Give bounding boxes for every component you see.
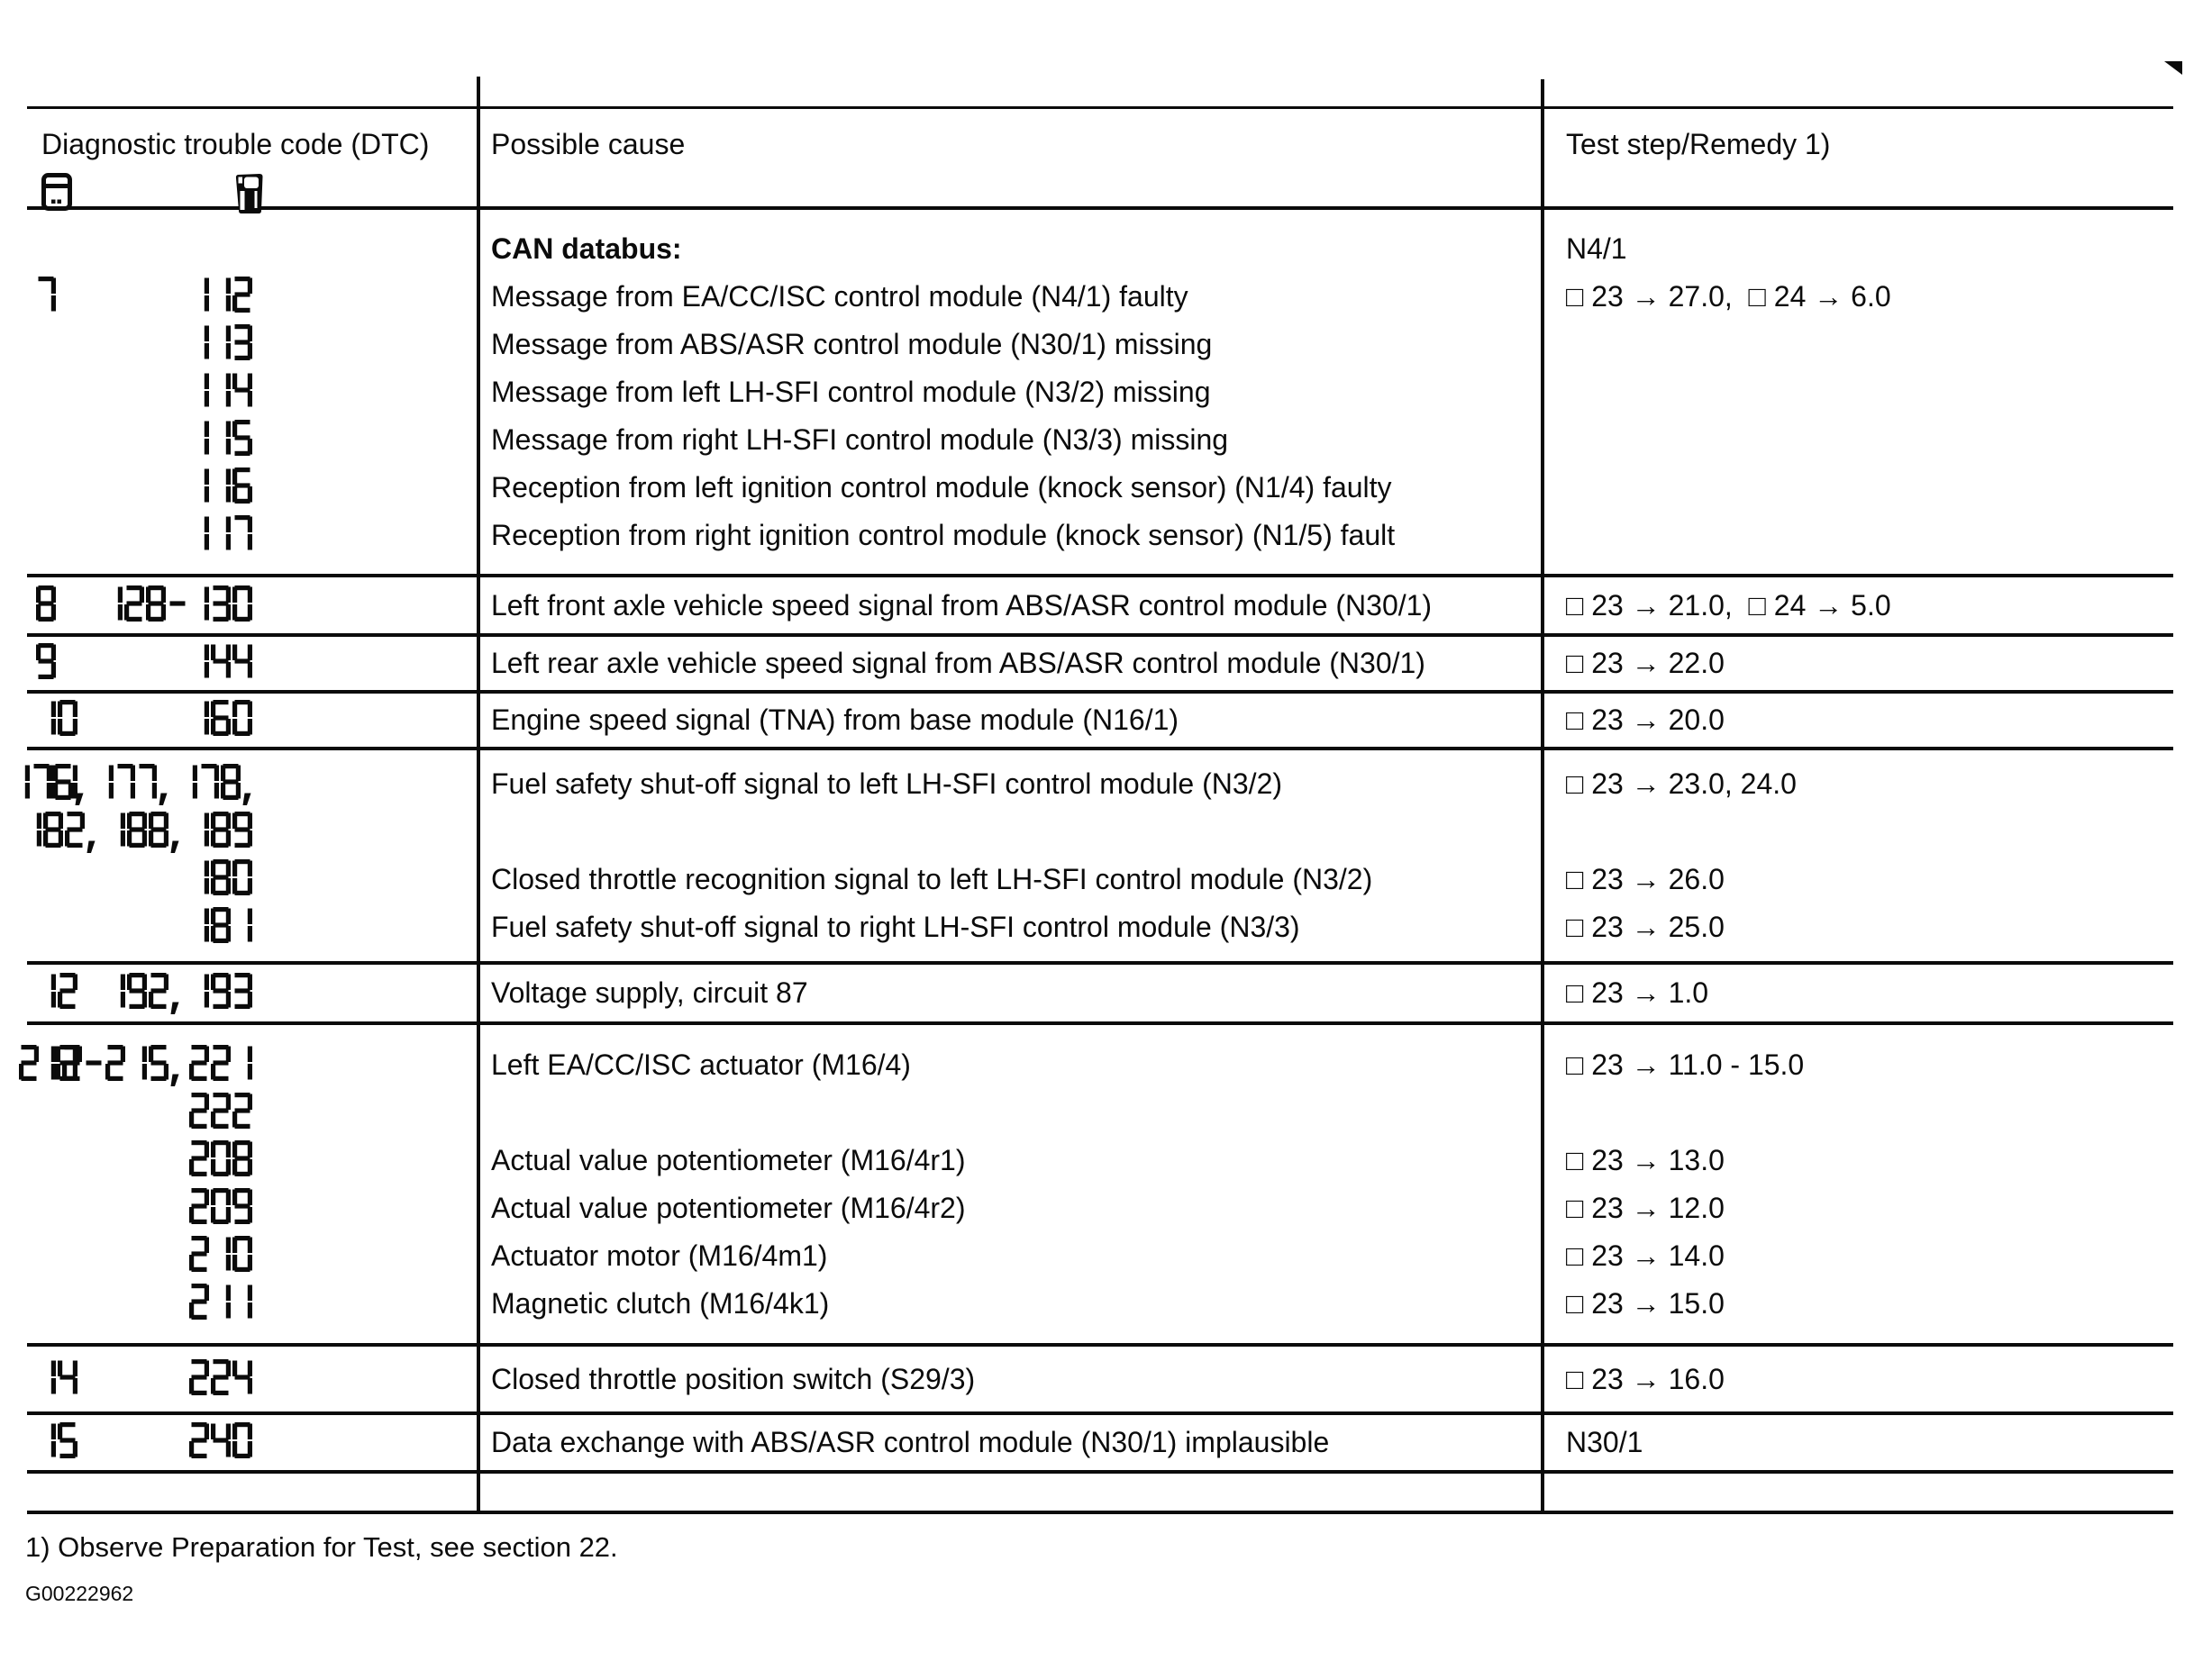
footnote-text: 1) Observe Preparation for Test, see section 22. bbox=[25, 1531, 618, 1563]
hht-code-display bbox=[189, 640, 254, 687]
hht-code-display bbox=[189, 1089, 254, 1137]
remedy-cell bbox=[1543, 1415, 2173, 1470]
hht-code-display bbox=[19, 1041, 254, 1089]
dtc-cell bbox=[27, 1347, 478, 1411]
possible-cause-text: Data exchange with ABS/ASR control module (N30/1) implausible bbox=[491, 1426, 1330, 1458]
remedy-text: □ 23 → 11.0 - 15.0 bbox=[1566, 1048, 1805, 1081]
impulse-code-display bbox=[36, 969, 79, 1017]
table-row bbox=[27, 577, 2173, 637]
table-row bbox=[27, 210, 2173, 577]
hht-code-display bbox=[189, 1232, 254, 1280]
remedy-column-title: Test step/Remedy 1) bbox=[1566, 128, 1831, 160]
hht-code-display bbox=[189, 856, 254, 903]
impulse-code-display bbox=[36, 582, 58, 630]
table-row bbox=[27, 637, 2173, 694]
dtc-cell bbox=[27, 694, 478, 747]
remedy-cell bbox=[1543, 577, 2173, 633]
remedy-text: □ 23 → 20.0 bbox=[1566, 703, 1725, 736]
cause-cell bbox=[478, 750, 1543, 961]
remedy-cell bbox=[1543, 750, 2173, 961]
dtc-table bbox=[27, 106, 2173, 1514]
dtc-cell bbox=[27, 750, 478, 961]
cause-cell bbox=[478, 1347, 1543, 1411]
impulse-code-display bbox=[36, 1419, 79, 1466]
table-row bbox=[27, 1025, 2173, 1347]
hht-code-display bbox=[189, 696, 254, 744]
hht-code-display bbox=[189, 1280, 254, 1328]
hht-code-display bbox=[189, 416, 254, 464]
table-header-row bbox=[27, 109, 2173, 210]
hht-code-display bbox=[22, 808, 254, 856]
remedy-cell bbox=[1543, 1347, 2173, 1411]
hht-code-display bbox=[189, 1419, 254, 1466]
remedy-cell bbox=[1543, 210, 2173, 574]
possible-cause-text: Engine speed signal (TNA) from base module (N16/1) bbox=[491, 703, 1179, 736]
possible-cause-text: Left rear axle vehicle speed signal from ABS/ASR control module (N30/1) bbox=[491, 647, 1425, 679]
cause-cell bbox=[478, 210, 1543, 574]
hht-code-display bbox=[103, 582, 254, 630]
cause-cell bbox=[478, 694, 1543, 747]
scan-artifact-mark bbox=[2164, 61, 2182, 75]
possible-cause-text: Message from ABS/ASR control module (N30/1) missing bbox=[491, 328, 1213, 360]
cause-cell bbox=[478, 965, 1543, 1021]
dtc-cell bbox=[27, 1415, 478, 1470]
impulse-code-display bbox=[36, 640, 58, 687]
dtc-cell bbox=[27, 965, 478, 1021]
cause-cell bbox=[478, 577, 1543, 633]
hht-code-display bbox=[10, 760, 254, 808]
possible-cause-text: Reception from right ignition control module (knock sensor) (N1/5) fault bbox=[491, 519, 1396, 551]
column-separator-2 bbox=[1541, 79, 1544, 1514]
possible-cause-text: Actual value potentiometer (M16/4r2) bbox=[491, 1192, 966, 1224]
possible-cause-text: Fuel safety shut-off signal to left LH-SFI control module (N3/2) bbox=[491, 767, 1283, 800]
cause-column-title: Possible cause bbox=[491, 128, 686, 160]
possible-cause-text: Message from left LH-SFI control module (N3/2) missing bbox=[491, 376, 1211, 408]
header-cell-cause bbox=[478, 109, 1543, 206]
possible-cause-text: Actual value potentiometer (M16/4r1) bbox=[491, 1144, 966, 1176]
hht-code-display bbox=[189, 368, 254, 416]
remedy-text: □ 23 → 23.0, 24.0 bbox=[1566, 767, 1797, 800]
dtc-cell bbox=[27, 1474, 478, 1511]
hht-code-display bbox=[189, 1356, 254, 1403]
possible-cause-text: CAN databus: bbox=[491, 232, 682, 265]
remedy-cell bbox=[1543, 694, 2173, 747]
impulse-code-display bbox=[36, 696, 79, 744]
hht-code-display bbox=[105, 969, 254, 1017]
possible-cause-text: Actuator motor (M16/4m1) bbox=[491, 1239, 828, 1272]
dtc-cell bbox=[27, 210, 478, 574]
remedy-text: □ 23 → 16.0 bbox=[1566, 1363, 1725, 1395]
remedy-cell bbox=[1543, 965, 2173, 1021]
remedy-text: □ 23 → 27.0, □ 24 → 6.0 bbox=[1566, 280, 1891, 313]
table-row bbox=[27, 750, 2173, 965]
remedy-text: □ 23 → 25.0 bbox=[1566, 911, 1725, 943]
remedy-text: □ 23 → 22.0 bbox=[1566, 647, 1725, 679]
hht-code-display bbox=[189, 464, 254, 512]
dtc-cell bbox=[27, 1025, 478, 1343]
possible-cause-text: Left EA/CC/ISC actuator (M16/4) bbox=[491, 1048, 911, 1081]
remedy-text: N30/1 bbox=[1566, 1426, 1643, 1458]
possible-cause-text: Magnetic clutch (M16/4k1) bbox=[491, 1287, 830, 1320]
table-row bbox=[27, 1474, 2173, 1514]
possible-cause-text: Message from right LH-SFI control module (N3/3) missing bbox=[491, 423, 1229, 456]
cause-cell bbox=[478, 1415, 1543, 1470]
table-rows bbox=[27, 210, 2173, 1514]
dtc-cell bbox=[27, 577, 478, 633]
remedy-text: □ 23 → 13.0 bbox=[1566, 1144, 1725, 1176]
table-row bbox=[27, 694, 2173, 750]
possible-cause-text: Closed throttle recognition signal to left LH-SFI control module (N3/2) bbox=[491, 863, 1373, 895]
cause-cell bbox=[478, 1474, 1543, 1511]
dtc-column-title: Diagnostic trouble code (DTC) bbox=[41, 128, 430, 160]
hht-code-display bbox=[189, 273, 254, 321]
cause-cell bbox=[478, 637, 1543, 690]
possible-cause-text: Message from EA/CC/ISC control module (N4/1) faulty bbox=[491, 280, 1188, 313]
remedy-text: □ 23 → 14.0 bbox=[1566, 1239, 1725, 1272]
document-id: G00222962 bbox=[25, 1582, 134, 1605]
remedy-text: □ 23 → 1.0 bbox=[1566, 976, 1709, 1009]
hht-code-display bbox=[189, 903, 254, 951]
remedy-text: □ 23 → 26.0 bbox=[1566, 863, 1725, 895]
possible-cause-text: Voltage supply, circuit 87 bbox=[491, 976, 808, 1009]
remedy-text: □ 23 → 21.0, □ 24 → 5.0 bbox=[1566, 589, 1891, 622]
possible-cause-text: Closed throttle position switch (S29/3) bbox=[491, 1363, 976, 1395]
hht-code-display bbox=[189, 321, 254, 368]
hht-code-display bbox=[189, 512, 254, 559]
remedy-text: N4/1 bbox=[1566, 232, 1627, 265]
remedy-cell bbox=[1543, 637, 2173, 690]
cause-cell bbox=[478, 1025, 1543, 1343]
column-separator-1 bbox=[477, 77, 480, 1514]
impulse-code-display bbox=[36, 273, 58, 321]
impulse-code-display bbox=[36, 1356, 79, 1403]
remedy-text: □ 23 → 15.0 bbox=[1566, 1287, 1725, 1320]
dtc-cell bbox=[27, 637, 478, 690]
remedy-text: □ 23 → 12.0 bbox=[1566, 1192, 1725, 1224]
table-row bbox=[27, 965, 2173, 1025]
table-row bbox=[27, 1415, 2173, 1474]
header-cell-remedy bbox=[1543, 109, 2173, 206]
possible-cause-text: Left front axle vehicle speed signal from ABS/ASR control module (N30/1) bbox=[491, 589, 1433, 622]
remedy-cell bbox=[1543, 1025, 2173, 1343]
possible-cause-text: Fuel safety shut-off signal to right LH-SFI control module (N3/3) bbox=[491, 911, 1300, 943]
hht-code-display bbox=[189, 1184, 254, 1232]
possible-cause-text: Reception from left ignition control module (knock sensor) (N1/4) faulty bbox=[491, 471, 1392, 504]
header-cell-dtc bbox=[27, 109, 478, 206]
remedy-cell bbox=[1543, 1474, 2173, 1511]
table-row bbox=[27, 1347, 2173, 1415]
hht-code-display bbox=[189, 1137, 254, 1184]
